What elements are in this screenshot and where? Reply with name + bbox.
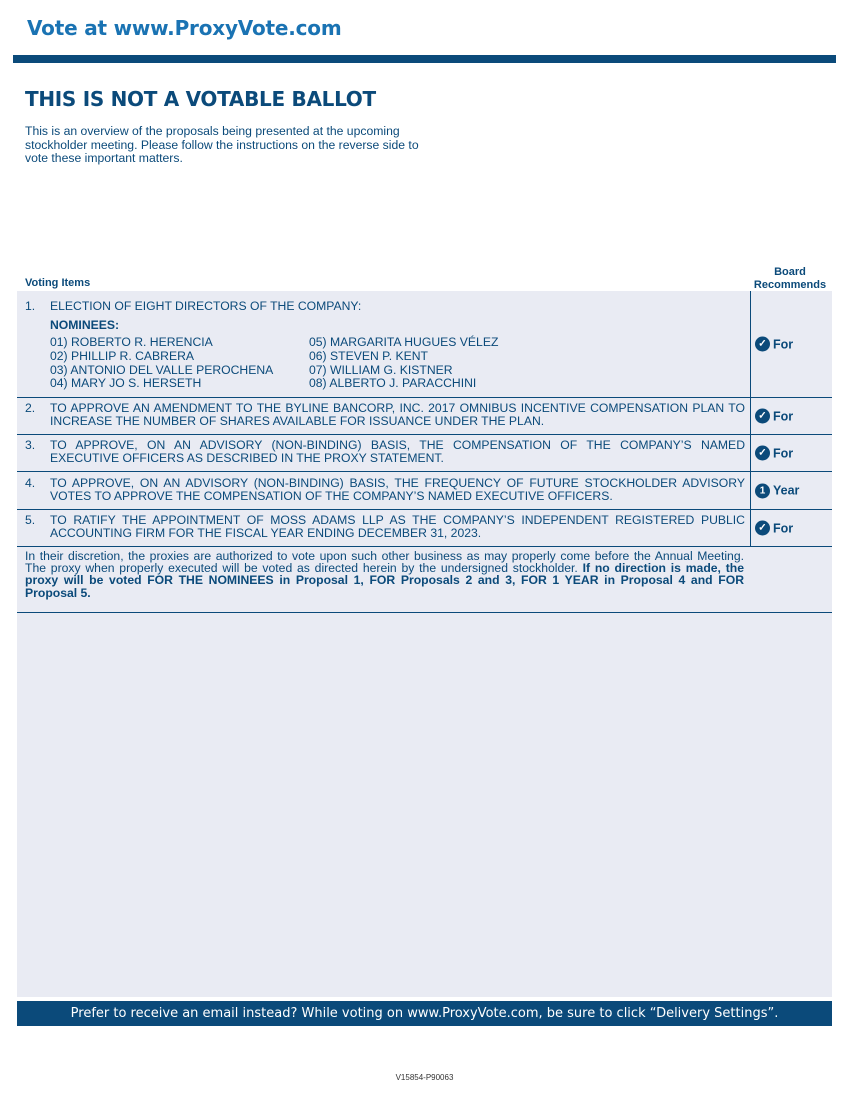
- nominee: 07) WILLIAM G. KISTNER: [309, 362, 453, 377]
- board-recommendation-cell: [750, 398, 832, 434]
- nominee: 05) MARGARITA HUGUES VÉLEZ: [309, 335, 499, 349]
- recommendation-badge: [755, 521, 793, 536]
- voting-item-row: [17, 472, 832, 510]
- intro-text: This is an overview of the proposals being presented at the upcoming stockholder meeting. Please follow the instructions on the reverse side to vote these important matters.: [25, 124, 419, 166]
- number-one-circle-icon: 1: [755, 483, 770, 498]
- item-text: TO RATIFY THE APPOINTMENT OF MOSS ADAMS LLP AS THE COMPANY’S INDEPENDENT REGISTERED PUBLIC ACCOUNTING FIRM FOR THE FISCAL YEAR ENDING DECEMBER 31, 2023.: [50, 513, 745, 540]
- item-number: 4.: [25, 476, 36, 490]
- discretion-paragraph: [25, 550, 744, 599]
- nominee: 03) ANTONIO DEL VALLE PEROCHENA: [50, 362, 274, 377]
- board-recommendation-cell: [750, 472, 832, 509]
- board-recommendation-cell: [750, 510, 832, 546]
- voting-item-row: [17, 398, 832, 435]
- board-recommendation-cell: [750, 435, 832, 471]
- check-circle-icon: ✓: [755, 337, 770, 352]
- page-title: THIS IS NOT A VOTABLE BALLOT: [25, 87, 376, 111]
- proxyvote-link[interactable]: Vote at www.ProxyVote.com: [27, 16, 342, 40]
- item-text: ELECTION OF EIGHT DIRECTORS OF THE COMPANY:: [50, 299, 362, 313]
- nominee: 01) ROBERTO R. HERENCIA: [50, 335, 213, 349]
- item-number: 1.: [25, 299, 36, 313]
- nominee: 08) ALBERTO J. PARACCHINI: [309, 376, 477, 391]
- board-recommends-header: [750, 266, 830, 291]
- item-number: 5.: [25, 513, 36, 527]
- voting-item-row: [17, 435, 832, 472]
- board-header-line2: Recommends: [753, 278, 827, 291]
- nominee: 02) PHILLIP R. CABRERA: [50, 348, 195, 363]
- board-header-line1: Board: [774, 266, 806, 278]
- item-text: TO APPROVE, ON AN ADVISORY (NON-BINDING) BASIS, THE COMPENSATION OF THE COMPANY’S NAMED EXECUTIVE OFFICERS AS DESCRIBED IN THE PROXY STATEMENT.: [50, 438, 745, 465]
- recommendation-label: For: [773, 409, 794, 423]
- recommendation-badge: [755, 446, 793, 461]
- board-recommendation-cell: [750, 291, 832, 397]
- email-delivery-banner: Prefer to receive an email instead? While voting on www.ProxyVote.com, be sure to click “Delivery Settings”.: [17, 1001, 832, 1026]
- recommendation-label: For: [773, 337, 794, 351]
- voting-item-row: [17, 510, 832, 547]
- recommendation-badge: [755, 337, 793, 352]
- voting-item-row: [17, 291, 832, 398]
- recommendation-label: For: [773, 521, 794, 535]
- recommendation-label: For: [773, 446, 794, 460]
- check-circle-icon: ✓: [755, 521, 770, 536]
- check-circle-icon: ✓: [755, 446, 770, 461]
- nominees-label: NOMINEES:: [50, 318, 120, 332]
- header-divider: [13, 55, 836, 63]
- nominees-list-right: [309, 336, 498, 391]
- discretion-text: In their discretion, the proxies are authorized to vote upon such other business as may properly come before the Annual Meeting. The proxy when properly executed will be voted as directed herein by the undersigned stockholder.: [25, 549, 744, 576]
- check-circle-icon: ✓: [755, 409, 770, 424]
- recommendation-label: Year: [773, 483, 800, 498]
- item-number: 2.: [25, 401, 36, 415]
- discretion-divider: [17, 612, 832, 613]
- item-number: 3.: [25, 438, 36, 452]
- item-text: TO APPROVE, ON AN ADVISORY (NON-BINDING) BASIS, THE FREQUENCY OF FUTURE STOCKHOLDER ADVISORY VOTES TO APPROVE THE COMPENSATION OF THE COMPANY’S NAMED EXECUTIVE OFFICERS.: [50, 476, 745, 503]
- document-code: V15854-P90063: [395, 1073, 454, 1082]
- nominee: 06) STEVEN P. KENT: [309, 348, 428, 363]
- recommendation-badge: [755, 483, 799, 498]
- nominee: 04) MARY JO S. HERSETH: [50, 376, 202, 391]
- voting-items-header: Voting Items: [25, 277, 91, 289]
- item-text: TO APPROVE AN AMENDMENT TO THE BYLINE BANCORP, INC. 2017 OMNIBUS INCENTIVE COMPENSATION PLAN TO INCREASE THE NUMBER OF SHARES AVAILABLE FOR ISSUANCE UNDER THE PLAN.: [50, 401, 745, 428]
- recommendation-badge: [755, 409, 793, 424]
- discretion-default-vote-text: If no direction is made, the proxy will be voted FOR THE NOMINEES in Proposal 1, FOR Proposals 2 and 3, FOR 1 YEAR in Proposal 4 and FOR Proposal 5.: [25, 561, 744, 600]
- nominees-list-left: [50, 336, 273, 391]
